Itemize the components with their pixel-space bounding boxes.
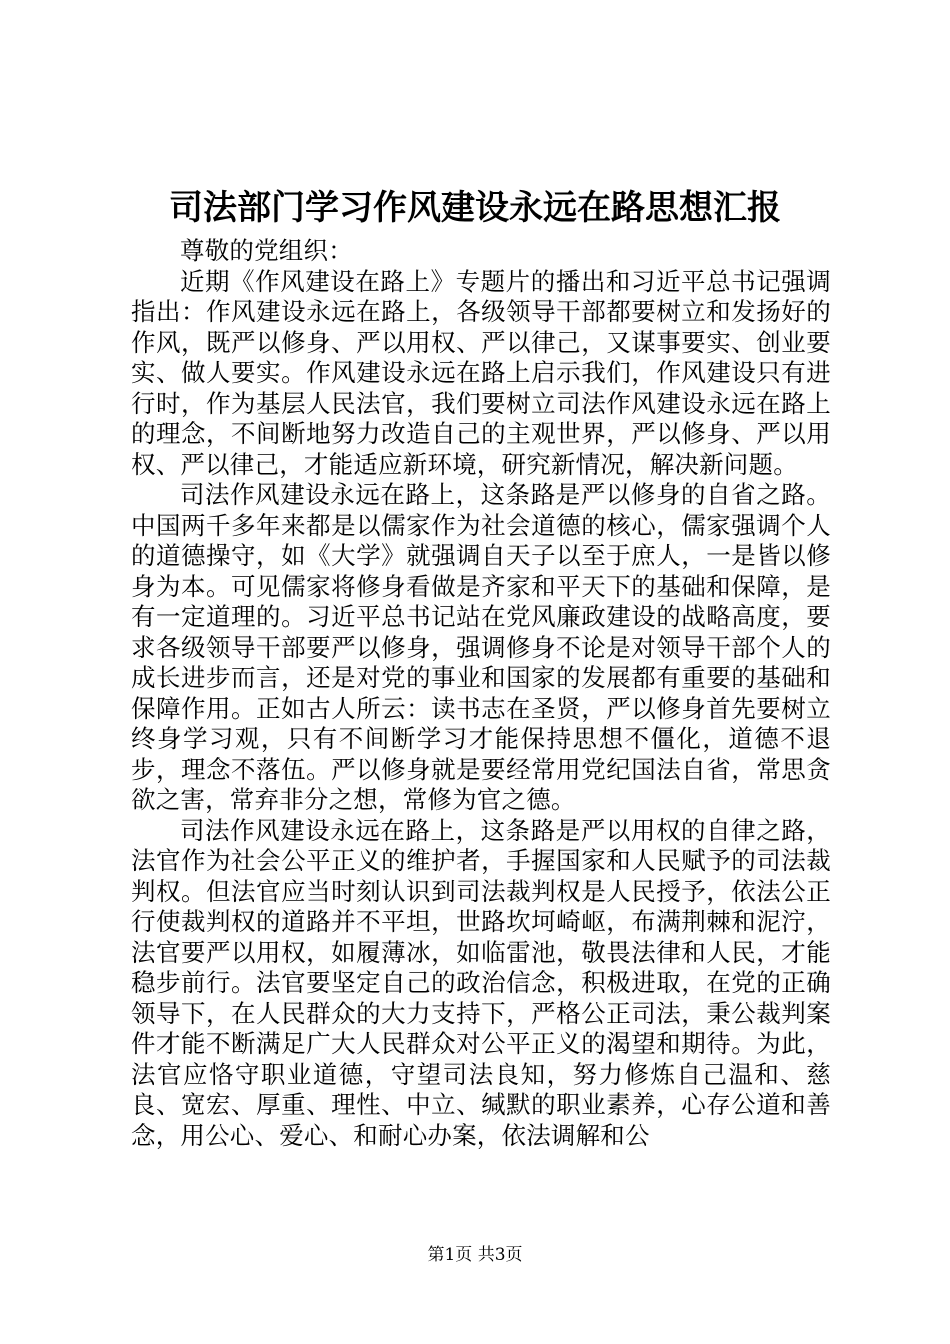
document-title: 司法部门学习作风建设永远在路思想汇报 — [169, 188, 781, 228]
paragraph-3: 司法作风建设永远在路上，这条路是严以用权的自律之路，法官作为社会公平正义的维护者，手握国家和人民赋予的司法裁判权。但法官应当时刻认识到司法裁判权是人民授予，依法公正行使裁判权的道路并不平坦，世路坎坷崎岖，布满荆棘和泥泞，法官要严以用权，如履薄冰，如临雷池，敬畏法律和人民，才能稳步前行。法官要坚定自己的政治信念，积极进取，在党的正确领导下，在人民群众的大力支持下，严格公正司法，秉公裁判案件才能不断满足广大人民群众对公平正义的渴望和期待。为此，法官应恪守职业道德，守望司法良知，努力修炼自己温和、慈良、宽宏、厚重、理性、中立、缄默的职业素养，心存公道和善念，用公心、爱心、和耐心办案，依法调解和公 — [131, 815, 831, 1150]
page-number-footer: 第1页 共3页 — [427, 1245, 523, 1265]
paragraph-2: 司法作风建设永远在路上，这条路是严以修身的自省之路。中国两千多年来都是以儒家作为社会道德的核心，儒家强调个人的道德操守，如《大学》就强调自天子以至于庶人，一是皆以修身为本。可见儒家将修身看做是齐家和平天下的基础和保障，是有一定道理的。习近平总书记站在党风廉政建设的战略高度，要求各级领导干部要严以修身，强调修身不论是对领导干部个人的成长进步而言，还是对党的事业和国家的发展都有重要的基础和保障作用。正如古人所云：读书志在圣贤，严以修身首先要树立终身学习观，只有不间断学习才能保持思想不僵化，道德不退步，理念不落伍。严以修身就是要经常用党纪国法自省，常思贪欲之害，常弃非分之想，常修为官之德。 — [131, 480, 831, 814]
paragraph-1: 近期《作风建设在路上》专题片的播出和习近平总书记强调指出：作风建设永远在路上，各级领导干部都要树立和发扬好的作风，既严以修身、严以用权、严以律己，又谋事要实、创业要实、做人要实。作风建设永远在路上启示我们，作风建设只有进行时，作为基层人民法官，我们要树立司法作风建设永远在路上的理念，不间断地努力改造自己的主观世界，严以修身、严以用权、严以律己，才能适应新环境，研究新情况，解决新问题。 — [131, 266, 831, 479]
document-body — [131, 236, 831, 1151]
salutation: 尊敬的党组织： — [180, 236, 353, 265]
